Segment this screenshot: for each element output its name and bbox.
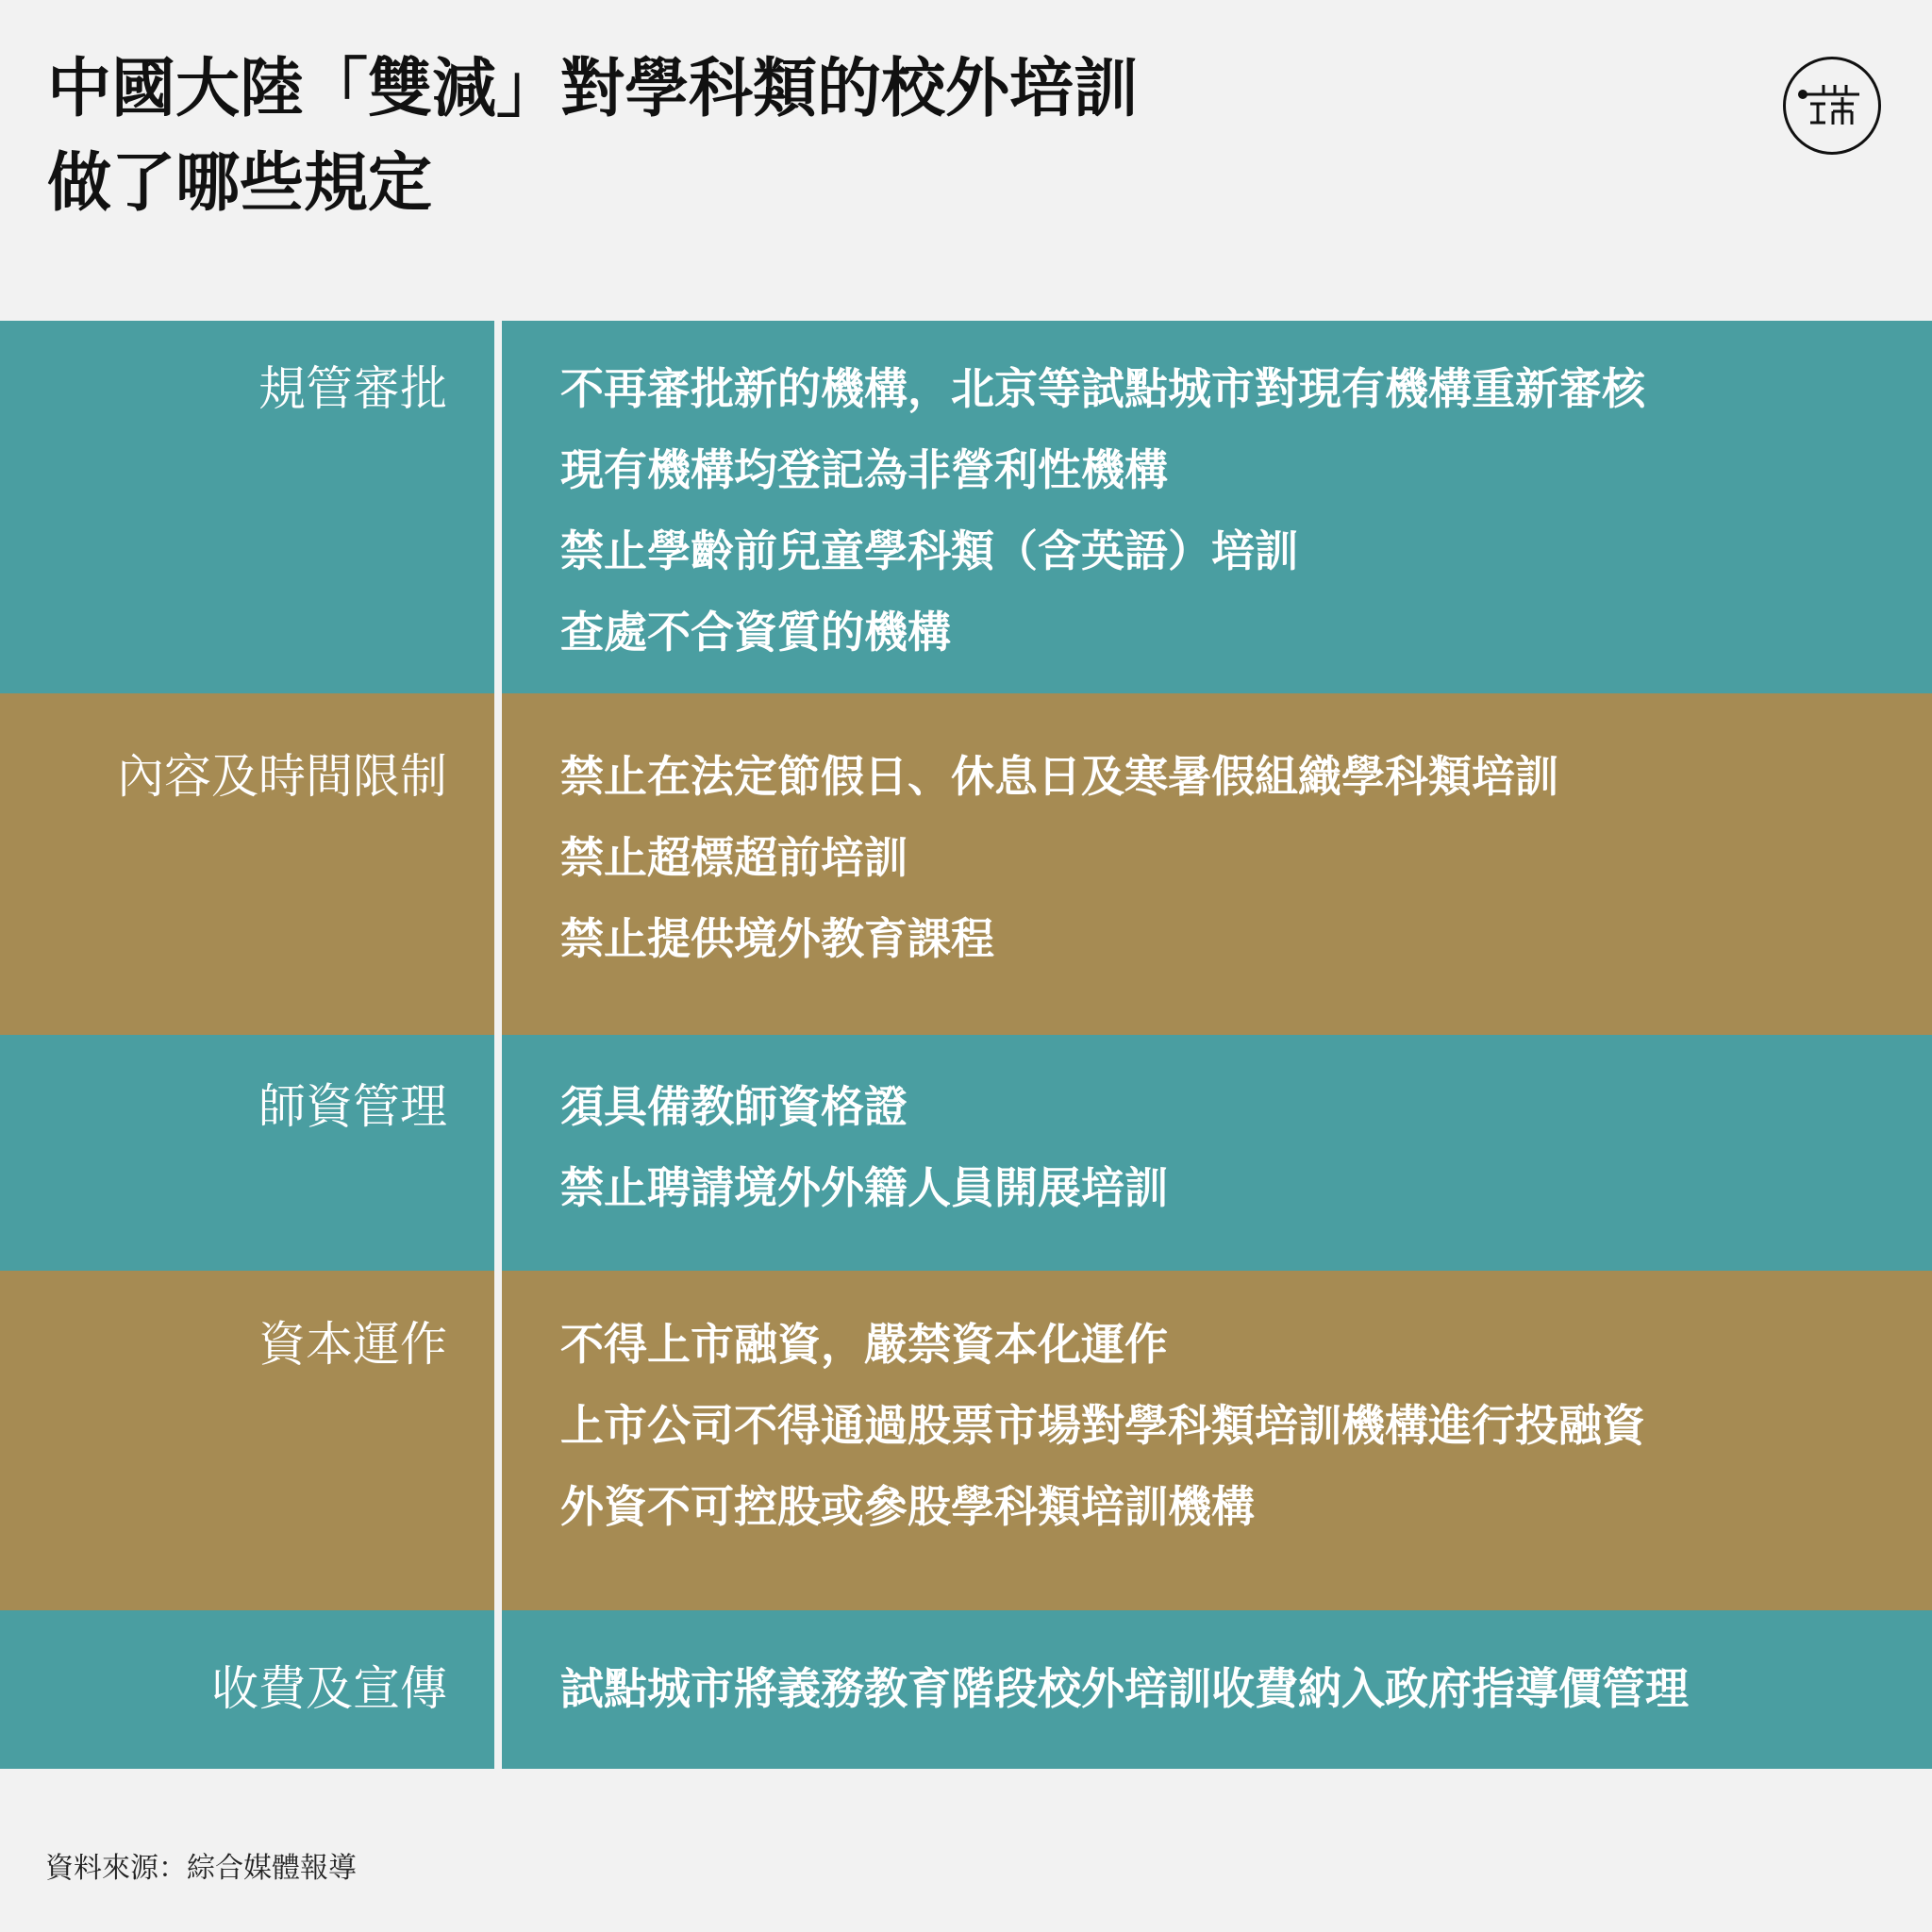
row-category: 資本運作 (0, 1271, 502, 1610)
list-item: 須具備教師資格證 (560, 1081, 908, 1132)
row-category: 內容及時間限制 (0, 693, 502, 1035)
table-row-teachers (0, 1035, 1932, 1271)
list-item: 不得上市融資，嚴禁資本化運作 (560, 1319, 1168, 1370)
list-item: 禁止提供境外教育課程 (560, 913, 994, 964)
list-item: 禁止超標超前培訓 (560, 832, 908, 883)
row-items (502, 321, 1932, 693)
row-items (502, 1610, 1932, 1769)
row-items (502, 693, 1932, 1035)
row-category: 師資管理 (0, 1035, 502, 1271)
title-line-1: 中國大陸「雙減」對學科類的校外培訓 (47, 52, 1139, 126)
list-item: 禁止學齡前兒童學科類（含英語）培訓 (560, 525, 1298, 576)
list-item: 上市公司不得通過股票市場對學科類培訓機構進行投融資 (560, 1400, 1645, 1451)
table-row-approval (0, 321, 1932, 693)
row-category: 規管審批 (0, 321, 502, 693)
row-items (502, 1035, 1932, 1271)
source-note: 資料來源：綜合媒體報導 (45, 1852, 357, 1885)
list-item: 禁止在法定節假日、休息日及寒暑假組織學科類培訓 (560, 751, 1558, 802)
list-item: 試點城市將義務教育階段校外培訓收費納入政府指導價管理 (560, 1663, 1689, 1714)
title-line-2: 做了哪些規定 (47, 146, 433, 221)
list-item: 外資不可控股或參股學科類培訓機構 (560, 1481, 1255, 1532)
row-category: 收費及宣傳 (0, 1610, 502, 1769)
table-row-content-time (0, 693, 1932, 1035)
page-title (47, 42, 1745, 231)
list-item: 不再審批新的機構，北京等試點城市對現有機構重新審核 (560, 363, 1645, 414)
table-row-capital (0, 1271, 1932, 1610)
initium-media-logo-icon (1783, 57, 1881, 155)
regulations-table (0, 321, 1932, 1769)
list-item: 禁止聘請境外外籍人員開展培訓 (560, 1162, 1168, 1213)
row-items (502, 1271, 1932, 1610)
table-row-fees (0, 1610, 1932, 1769)
list-item: 查處不合資質的機構 (560, 607, 951, 658)
list-item: 現有機構均登記為非營利性機構 (560, 444, 1168, 495)
